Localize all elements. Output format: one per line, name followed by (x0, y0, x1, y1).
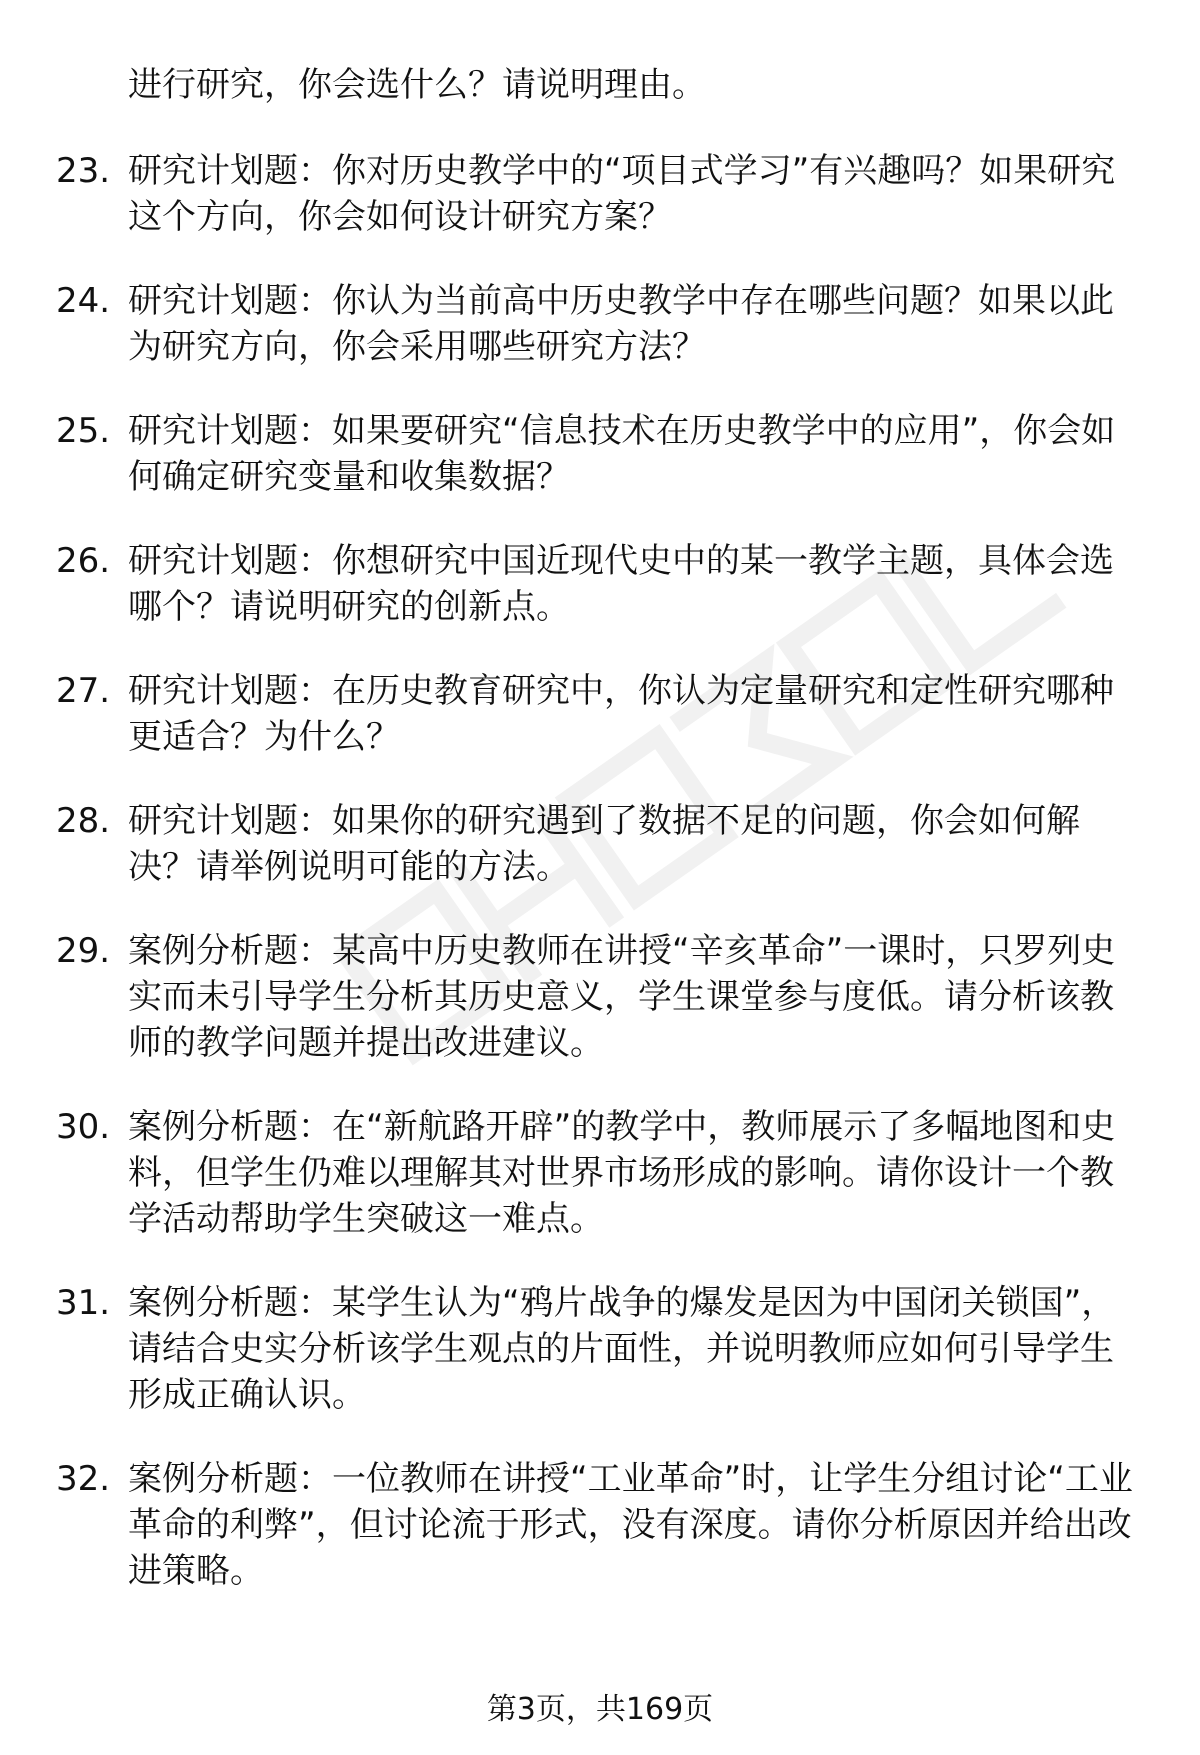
question-list (56, 148, 1146, 1594)
continuation-text: 进行研究，你会选什么？请说明理由。 (128, 65, 706, 105)
question-text: 研究计划题：你想研究中国近现代史中的某一教学主题，具体会选哪个？请说明研究的创新点。 (128, 541, 1114, 627)
question-number: 32. (56, 1459, 111, 1499)
question-number: 26. (56, 541, 111, 581)
question-item (56, 1456, 1146, 1594)
question-text: 研究计划题：你对历史教学中的“项目式学习”有兴趣吗？如果研究这个方向，你会如何设计研究方案？ (128, 151, 1116, 237)
question-item (56, 798, 1146, 890)
question-item (56, 1104, 1146, 1242)
question-number: 25. (56, 411, 111, 451)
question-item (56, 278, 1146, 370)
question-text: 案例分析题：在“新航路开辟”的教学中，教师展示了多幅地图和史料，但学生仍难以理解其对世界市场形成的影响。请你设计一个教学活动帮助学生突破这一难点。 (128, 1107, 1116, 1239)
question-text: 研究计划题：你认为当前高中历史教学中存在哪些问题？如果以此为研究方向，你会采用哪些研究方法？ (128, 281, 1114, 367)
question-text: 案例分析题：某高中历史教师在讲授“辛亥革命”一课时，只罗列史实而未引导学生分析其历史意义，学生课堂参与度低。请分析该教师的教学问题并提出改进建议。 (128, 931, 1116, 1063)
question-item (56, 668, 1146, 760)
question-text: 案例分析题：某学生认为“鸦片战争的爆发是因为中国闭关锁国”，请结合史实分析该学生观点的片面性，并说明教师应如何引导学生形成正确认识。 (128, 1283, 1116, 1415)
question-number: 23. (56, 151, 111, 191)
question-item (56, 1280, 1146, 1418)
question-item (56, 408, 1146, 500)
question-number: 31. (56, 1283, 111, 1323)
question-text: 研究计划题：如果你的研究遇到了数据不足的问题，你会如何解决？请举例说明可能的方法。 (128, 801, 1080, 887)
question-text: 案例分析题：一位教师在讲授“工业革命”时，让学生分组讨论“工业革命的利弊”，但讨论流于形式，没有深度。请你分析原因并给出改进策略。 (128, 1459, 1133, 1591)
question-text: 研究计划题：在历史教育研究中，你认为定量研究和定性研究哪种更适合？为什么？ (128, 671, 1114, 757)
question-number: 24. (56, 281, 111, 321)
question-text: 研究计划题：如果要研究“信息技术在历史教学中的应用”，你会如何确定研究变量和收集数据？ (128, 411, 1116, 497)
question-number: 28. (56, 801, 111, 841)
question-item (56, 538, 1146, 630)
page-content (56, 60, 1146, 1632)
page-footer: 第3页，共169页 (486, 1692, 714, 1727)
question-item (56, 928, 1146, 1066)
question-number: 29. (56, 931, 111, 971)
question-item (56, 148, 1146, 240)
question-number: 30. (56, 1107, 111, 1147)
question-number: 27. (56, 671, 111, 711)
